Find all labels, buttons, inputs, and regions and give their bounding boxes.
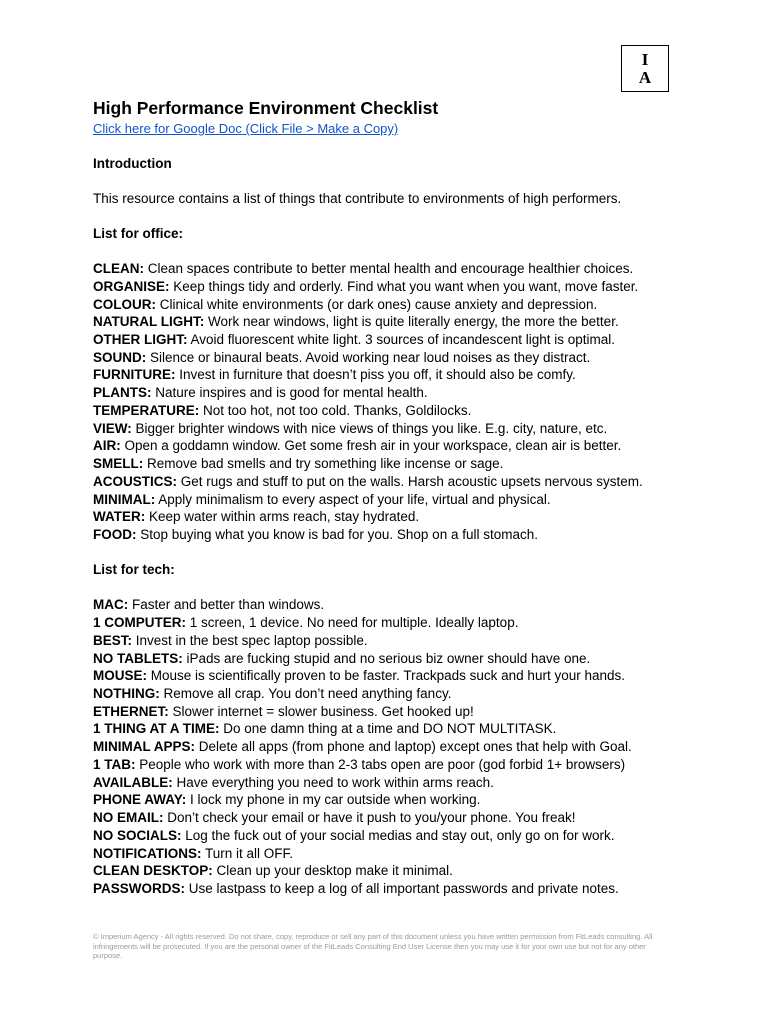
item-label: ACOUSTICS: <box>93 473 177 489</box>
item-text: People who work with more than 2-3 tabs open are poor (god forbid 1+ browsers) <box>135 756 626 772</box>
list-item <box>93 455 693 473</box>
list-item <box>93 384 693 402</box>
item-label: NOTHING: <box>93 686 160 702</box>
list-item <box>93 473 693 491</box>
document-body <box>93 97 693 898</box>
item-label: MOUSE: <box>93 668 147 684</box>
intro-heading: Introduction <box>93 155 172 171</box>
item-label: VIEW: <box>93 420 132 436</box>
spacer <box>93 172 693 190</box>
item-label: FURNITURE: <box>93 367 176 383</box>
list-item <box>93 491 693 509</box>
list-item <box>93 650 693 668</box>
office-list-heading: List for office: <box>93 225 183 241</box>
item-label: NO TABLETS: <box>93 650 183 666</box>
item-label: NATURAL LIGHT: <box>93 314 205 330</box>
item-text: Remove bad smells and try something like incense or sage. <box>143 456 504 472</box>
list-item <box>93 756 693 774</box>
list-item <box>93 402 693 420</box>
item-text: Use lastpass to keep a log of all important passwords and private notes. <box>185 880 619 896</box>
item-text: Mouse is scientifically proven to be faster. Trackpads suck and hurt your hands. <box>147 668 625 684</box>
copyright-footer: © Imperium Agency - All rights reserved. Do not share, copy, reproduce or sell any part of this document unless you have written permission from FitLeads consulting. All infringements will be prosecuted. If you are the personal owner of the FitLeads Consulting End User License then you may use it for your own use but not for any other purpose. <box>93 932 653 960</box>
item-label: PHONE AWAY: <box>93 792 187 808</box>
spacer <box>93 137 693 155</box>
item-text: Clinical white environments (or dark ones) cause anxiety and depression. <box>156 296 598 312</box>
item-text: I lock my phone in my car outside when working. <box>186 792 481 808</box>
item-text: Don’t check your email or have it push to you/your phone. You freak! <box>163 810 576 826</box>
list-item <box>93 260 693 278</box>
item-text: Apply minimalism to every aspect of your life, virtual and physical. <box>155 491 551 507</box>
item-text: Not too hot, not too cold. Thanks, Goldilocks. <box>199 402 472 418</box>
item-text: Do one damn thing at a time and DO NOT MULTITASK. <box>219 721 557 737</box>
item-label: BEST: <box>93 632 133 648</box>
list-item <box>93 809 693 827</box>
item-label: 1 COMPUTER: <box>93 615 187 631</box>
item-label: TEMPERATURE: <box>93 402 200 418</box>
list-item <box>93 720 693 738</box>
item-label: ORGANISE: <box>93 278 170 294</box>
item-text: Nature inspires and is good for mental health. <box>151 385 428 401</box>
item-label: NOTIFICATIONS: <box>93 845 202 861</box>
list-item <box>93 331 693 349</box>
spacer <box>93 544 693 562</box>
list-item <box>93 349 693 367</box>
list-item <box>93 526 693 544</box>
list-item <box>93 278 693 296</box>
tech-list-heading: List for tech: <box>93 562 175 578</box>
item-text: Faster and better than windows. <box>128 597 325 613</box>
spacer <box>93 579 693 597</box>
list-item <box>93 862 693 880</box>
spacer <box>93 207 693 225</box>
tech-checklist <box>93 596 693 897</box>
item-label: SOUND: <box>93 349 147 365</box>
list-item <box>93 632 693 650</box>
logo-letter-i: I <box>641 50 649 69</box>
google-doc-link[interactable]: Click here for Google Doc (Click File > Make a Copy) <box>93 121 399 136</box>
item-label: AVAILABLE: <box>93 774 173 790</box>
item-label: SMELL: <box>93 456 144 472</box>
item-text: Get rugs and stuff to put on the walls. Harsh acoustic upsets nervous system. <box>177 473 643 489</box>
item-text: Silence or binaural beats. Avoid working near loud noises as they distract. <box>146 349 591 365</box>
item-label: NO EMAIL: <box>93 810 164 826</box>
spacer <box>93 243 693 261</box>
item-label: PASSWORDS: <box>93 880 186 896</box>
item-text: Remove all crap. You don’t need anything fancy. <box>159 686 452 702</box>
list-item <box>93 827 693 845</box>
item-text: Log the fuck out of your social medias and stay out, only go on for work. <box>181 827 615 843</box>
item-text: Clean spaces contribute to better mental health and encourage healthier choices. <box>144 261 634 277</box>
item-label: CLEAN DESKTOP: <box>93 863 213 879</box>
list-item <box>93 437 693 455</box>
intro-text: This resource contains a list of things that contribute to environments of high performers. <box>93 190 622 206</box>
item-label: NO SOCIALS: <box>93 827 182 843</box>
list-item <box>93 614 693 632</box>
item-label: MAC: <box>93 597 129 613</box>
list-item <box>93 366 693 384</box>
item-label: ETHERNET: <box>93 703 169 719</box>
item-label: 1 TAB: <box>93 756 136 772</box>
item-text: Turn it all OFF. <box>201 845 294 861</box>
list-item <box>93 845 693 863</box>
item-label: OTHER LIGHT: <box>93 332 188 348</box>
item-text: Invest in furniture that doesn’t piss you off, it should also be comfy. <box>175 367 576 383</box>
list-item <box>93 596 693 614</box>
document-title: High Performance Environment Checklist <box>93 98 439 118</box>
item-text: Clean up your desktop make it minimal. <box>212 863 453 879</box>
item-text: Avoid fluorescent white light. 3 sources of incandescent light is optimal. <box>187 332 615 348</box>
item-label: WATER: <box>93 509 146 525</box>
list-item <box>93 791 693 809</box>
list-item <box>93 880 693 898</box>
list-item <box>93 667 693 685</box>
item-label: CLEAN: <box>93 261 144 277</box>
item-label: AIR: <box>93 438 121 454</box>
list-item <box>93 508 693 526</box>
list-item <box>93 774 693 792</box>
list-item <box>93 738 693 756</box>
item-label: MINIMAL APPS: <box>93 739 196 755</box>
list-item <box>93 296 693 314</box>
item-text: Stop buying what you know is bad for you. Shop on a full stomach. <box>136 526 538 542</box>
item-label: COLOUR: <box>93 296 156 312</box>
item-text: Invest in the best spec laptop possible. <box>132 632 368 648</box>
logo-letter-a: A <box>638 68 652 87</box>
item-label: MINIMAL: <box>93 491 156 507</box>
item-text: iPads are fucking stupid and no serious biz owner should have one. <box>182 650 591 666</box>
item-text: Delete all apps (from phone and laptop) except ones that help with Goal. <box>195 739 632 755</box>
imperium-agency-logo <box>621 45 669 92</box>
list-item <box>93 703 693 721</box>
item-label: 1 THING AT A TIME: <box>93 721 220 737</box>
item-text: Slower internet = slower business. Get hooked up! <box>168 703 474 719</box>
office-checklist <box>93 260 693 544</box>
item-text: Open a goddamn window. Get some fresh air in your workspace, clean air is better. <box>120 438 622 454</box>
list-item <box>93 685 693 703</box>
item-text: Have everything you need to work within arms reach. <box>172 774 494 790</box>
item-text: Keep things tidy and orderly. Find what you want when you want, move faster. <box>169 278 639 294</box>
item-text: 1 screen, 1 device. No need for multiple. Ideally laptop. <box>186 615 519 631</box>
item-label: FOOD: <box>93 526 137 542</box>
item-text: Keep water within arms reach, stay hydrated. <box>145 509 420 525</box>
list-item <box>93 313 693 331</box>
item-text: Bigger brighter windows with nice views of things you like. E.g. city, nature, etc. <box>131 420 608 436</box>
item-text: Work near windows, light is quite literally energy, the more the better. <box>204 314 619 330</box>
list-item <box>93 420 693 438</box>
item-label: PLANTS: <box>93 385 152 401</box>
